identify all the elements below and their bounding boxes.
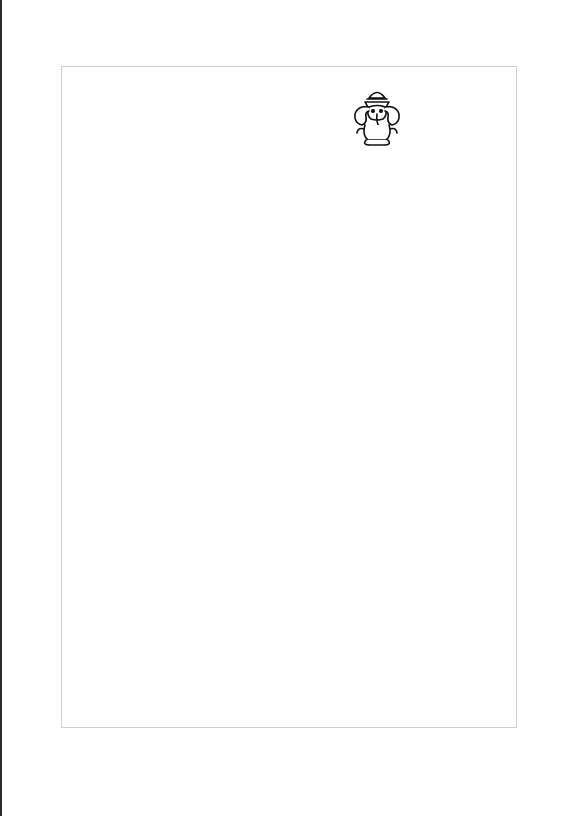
left-edge-line bbox=[0, 0, 2, 816]
ganesha-icon bbox=[350, 85, 404, 147]
biodata-page bbox=[61, 66, 517, 728]
